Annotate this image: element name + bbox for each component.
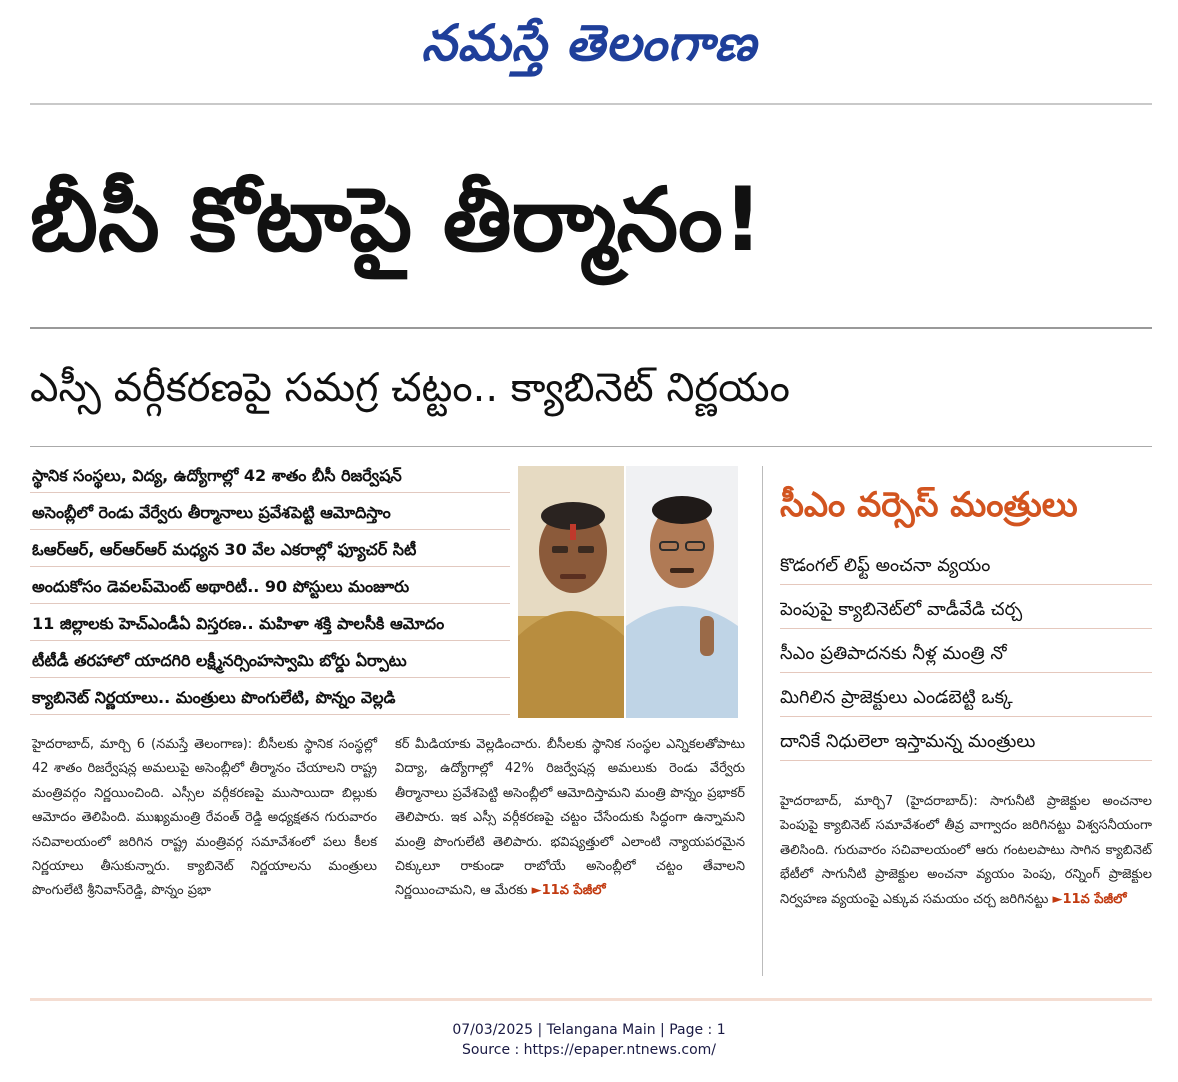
headline-divider — [30, 327, 1152, 329]
portrait-left-illustration — [518, 466, 624, 718]
article-column-2 — [395, 733, 745, 904]
masthead-divider — [30, 103, 1152, 105]
footer-edition-info: 07/03/2025 | Telangana Main | Page : 1 — [452, 1022, 726, 1038]
article-text: హైదరాబాద్, మార్చి 6 (నమస్తే తెలంగాణ): బీసీలకు స్థానిక సంస్థల్లో 42 శాతం రిజర్వేషన్ల అమలుపై అసెంబ్లీలో తీర్మానం చేయాలని రాష్ట్ర మంత్రివర్గం నిర్ణయించింది. ఎస్సీల వర్గీకరణపై ముసాయిదా బిల్లుకు ఆమోదం తెలిపింది. ముఖ్యమంత్రి రేవంత్ రెడ్డి అధ్యక్షతన గురువారం సచివాలయంలో జరిగిన రాష్ట్ర మంత్రివర్గ సమావేశంలో పలు కీలక నిర్ణయాలు తీసుకున్నారు. క్యాబినెట్ నిర్ణయాలను మంత్రులు పొంగులేటి శ్రీనివాస్‌రెడ్డి, పొన్నం ప్రభా — [32, 737, 377, 899]
highlights-list — [30, 460, 510, 719]
highlight-item: అసెంబ్లీలో రెండు వేర్వేరు తీర్మానాలు ప్రవేశపెట్టి ఆమోదిస్తాం — [30, 497, 510, 530]
highlight-item: 11 జిల్లాలకు హెచ్ఎండీఏ విస్తరణ.. మహిళా శక్తి పాలసీకి ఆమోదం — [30, 608, 510, 641]
sidebar-point: కొడంగల్ లిఫ్ట్ అంచనా వ్యయం — [780, 548, 1152, 585]
minister-photo-right — [626, 466, 738, 718]
footer-source[interactable]: Source : https://epaper.ntnews.com/ — [461, 1042, 717, 1058]
sidebar-points — [780, 548, 1152, 768]
continued-link[interactable]: ►11వ పేజీలో — [531, 883, 606, 899]
highlight-item: ఓఆర్ఆర్, ఆర్ఆర్ఆర్ మధ్యన 30 వేల ఎకరాల్లో ఫ్యూచర్ సిటీ — [30, 534, 510, 567]
highlight-item: టీటీడీ తరహాలో యాదగిరి లక్ష్మీనర్సింహస్వామి బోర్డు ఏర్పాటు — [30, 645, 510, 678]
article-column-1 — [32, 733, 377, 904]
sidebar-article-text: హైదరాబాద్, మార్చి7 (హైదరాబాద్): సాగునీటి ప్రాజెక్టుల అంచనాల పెంపుపై క్యాబినెట్ సమావేశంలో తీవ్ర వాగ్వాదం జరిగినట్టు విశ్వసనీయంగా తెలిసింది. గురువారం సచివాలయంలో ఆరు గంటలపాటు సాగిన క్యాబినెట్ భేటీలో సాగునీటి ప్రాజెక్టుల అంచనా వ్యయం పెంపు, రన్నింగ్ ప్రాజెక్టుల నిర్వహణ వ్యయంపై ఎక్కువ సమయం చర్చ జరిగినట్టు — [780, 794, 1152, 907]
minister-photo-left — [518, 466, 624, 718]
sidebar-divider — [762, 466, 763, 976]
sidebar-point: పెంపుపై క్యాబినెట్‌లో వాడీవేడి చర్చ — [780, 592, 1152, 629]
subheadline-divider — [30, 446, 1152, 447]
portrait-right-illustration — [626, 466, 738, 718]
subheadline: ఎస్సీ వర్గీకరణపై సమగ్ర చట్టం.. క్యాబినెట్ నిర్ణయం — [30, 365, 790, 411]
highlight-item: క్యాబినెట్ నిర్ణయాలు.. మంత్రులు పొంగులేటి, పొన్నం వెల్లడి — [30, 682, 510, 715]
sidebar-point: సీఎం ప్రతిపాదనకు నీళ్ల మంత్రి నో — [780, 636, 1152, 673]
sidebar-title: సీఎం వర్సెస్ మంత్రులు — [780, 485, 1078, 525]
masthead — [0, 8, 1178, 78]
masthead-logo: నమస్తే తెలంగాణ — [421, 14, 757, 72]
article-text: కర్ మీడియాకు వెల్లడించారు. బీసీలకు స్థానిక సంస్థల ఎన్నికలతోపాటు విద్యా, ఉద్యోగాల్లో 42% రిజర్వేషన్ల అమలుకు రెండు వేర్వేరు తీర్మానాలు ప్రవేశపెట్టి అసెంబ్లీలో ఆమోదిస్తామని మంత్రి పొన్నం ప్రభాకర్ తెలిపారు. ఇక ఎస్సీ వర్గీకరణపై చట్టం చేసేందుకు సిద్ధంగా ఉన్నామని మంత్రి పొంగులేటి తెలిపారు. భవిష్యత్తులో ఎలాంటి న్యాయపరమైన చిక్కులూ రాకుండా రాబోయే అసెంబ్లీలో చట్టం తేవాలని నిర్ణయించామని, ఆ మేరకు — [395, 737, 745, 899]
highlight-item: స్థానిక సంస్థలు, విద్య, ఉద్యోగాల్లో 42 శాతం బీసీ రిజర్వేషన్ — [30, 460, 510, 493]
footer — [0, 1020, 1178, 1060]
sidebar-article — [780, 790, 1152, 912]
sidebar-point: దానికే నిధులెలా ఇస్తామన్న మంత్రులు — [780, 724, 1152, 761]
bottom-divider — [30, 998, 1152, 1001]
sidebar-point: మిగిలిన ప్రాజెక్టులు ఎండబెట్టి ఒక్క — [780, 680, 1152, 717]
highlight-item: అందుకోసం డెవలప్‌మెంట్ అథారిటీ.. 90 పోస్టులు మంజూరు — [30, 571, 510, 604]
continued-label: 11వ పేజీలో — [1062, 891, 1127, 907]
continued-label: 11వ పేజీలో — [541, 883, 606, 899]
headline: బీసీ కోటాపై తీర్మానం! — [30, 168, 763, 271]
sidebar-continued-link[interactable]: ►11వ పేజీలో — [1052, 891, 1127, 907]
